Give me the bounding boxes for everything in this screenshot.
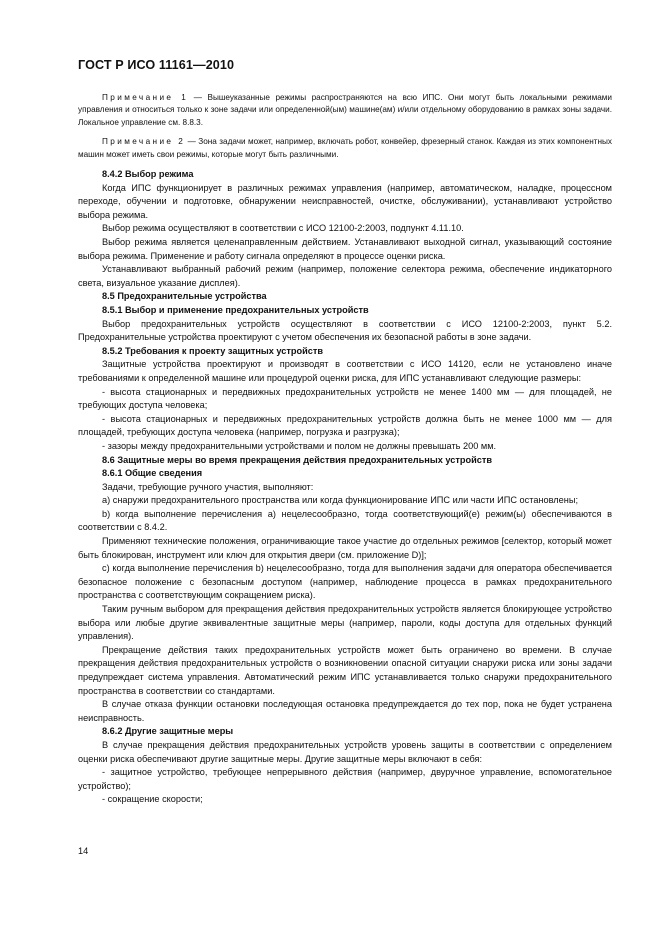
note-text: — Зона задачи может, например, включать робот, конвейер, фрезерный станок. Каждая из этих компонентных машин может иметь свои режимы, которые могут быть различными. xyxy=(78,137,612,159)
paragraph: Задачи, требующие ручного участия, выполняют: xyxy=(102,481,314,492)
paragraph: Выбор предохранительных устройств осуществляют в соответствии с ИСО 12100-2:2003, пункт 5.2. Предохранительные устройства проектируют с учетом обеспечения их безопасной работы в зоне задачи. xyxy=(78,318,612,343)
paragraph: Выбор режима осуществляют в соответствии с ИСО 12100-2:2003, подпункт 4.11.10. xyxy=(102,223,464,234)
list-item: b) когда выполнение перечисления а) нецелесообразно, тогда соответствующий(е) режим(ы) обеспечиваются в соответствии с 8.4.2. xyxy=(78,508,612,533)
section-heading-8-5: 8.5 Предохранительные устройства xyxy=(102,291,267,302)
list-item: - сокращение скорости; xyxy=(102,794,203,805)
list-item: - зазоры между предохранительными устройствами и полом не должны превышать 200 мм. xyxy=(102,440,497,451)
paragraph: Выбор режима является целенаправленным действием. Устанавливают выходной сигнал, указывающий состояние выбора режима. Применение и работу сигнала определяют в процессе оценки риска. xyxy=(78,237,612,261)
list-item: с) когда выполнение перечисления b) нецелесообразно, тогда для выполнения задачи для оператора обеспечивается безопасное положение с безопасным доступом (например, наблюдение процесса в рамках предохранительного пространства с соответствующим сокращением риска). xyxy=(78,563,612,601)
section-heading-8-5-1: 8.5.1 Выбор и применение предохранительных устройств xyxy=(102,304,369,315)
standard-designation: ГОСТ Р ИСО 11161—2010 xyxy=(78,58,235,72)
paragraph: Прекращение действия таких предохранительных устройств может быть ограничено во времени. В случае прекращения действия предохранительных устройств о возникновении опасной ситуации снаружи риска или зоны задачи предупреждает система управления. Автоматический режим ИПС устанавливается только снаружи предохранительного пространства в соответствии со стандартами. xyxy=(78,644,612,696)
section-heading-8-6: 8.6 Защитные меры во время прекращения действия предохранительных устройств xyxy=(102,454,492,465)
list-item: - высота стационарных и передвижных предохранительных устройств не менее 1400 мм — для площадей, не требующих доступа человека; xyxy=(78,386,612,411)
paragraph: Применяют технические положения, ограничивающие такое участие до отдельных режимов [селектор, который может быть блокирован, инструмент или ключ для открытия двери (см. приложение D)]; xyxy=(78,536,612,560)
list-item: - высота стационарных и передвижных предохранительных устройств должна быть не менее 1000 мм — для площадей, требующих доступа человека (например, погрузка и разгрузка); xyxy=(78,413,612,438)
note-label: Примечание 2 xyxy=(102,137,186,147)
note-1 xyxy=(78,92,612,129)
note-label: Примечание 1 xyxy=(102,93,189,102)
paragraph: В случае отказа функции остановки последующая остановка предупреждается до тех пор, пока не будет устранена неисправность. xyxy=(78,699,612,723)
paragraph: Когда ИПС функционирует в различных режимах управления (например, автоматическом, наладке, процессном переходе, обучении и подготовке, обнаружении неисправностей, очистке, обслуживании), устанавливают устройство выбора режима. xyxy=(78,182,612,220)
note-2 xyxy=(78,136,612,161)
note-text: — Вышеуказанные режимы распространяются на всю ИПС. Они могут быть локальными режимами управления и относиться только к зоне задачи или определенной(ым) машине(ам) и/или отдельному оборудованию в рамках зоны задачи. Локальное управление см. 8.8.3. xyxy=(78,93,612,127)
section-heading-8-4-2: 8.4.2 Выбор режима xyxy=(102,169,194,180)
section-heading-8-6-1: 8.6.1 Общие сведения xyxy=(102,468,203,479)
paragraph: Таким ручным выбором для прекращения действия предохранительных устройств является блокирующее устройство выбора или любые другие эквивалентные защитные меры (например, пароли, коды доступа для отдельных функций управления). xyxy=(78,604,612,642)
list-item: а) снаружи предохранительного пространства или когда функционирование ИПС или части ИПС остановлены; xyxy=(102,495,579,506)
list-item: - защитное устройство, требующее непрерывного действия (например, двуручное управление, вспомогательное устройство); xyxy=(78,767,612,791)
paragraph: В случае прекращения действия предохранительных устройств уровень защиты в соответствии с определением оценки риска обеспечивают другие защитные меры. Другие защитные меры включают в себя: xyxy=(78,739,612,764)
document-page xyxy=(78,58,612,807)
page-number: 14 xyxy=(78,846,89,856)
section-heading-8-5-2: 8.5.2 Требования к проекту защитных устройств xyxy=(102,345,324,356)
paragraph: Защитные устройства проектируют и производят в соответствии с ИСО 14120, если не установлено иначе требованиями к определенной машине или процедурой оценки риска, для ИПС устанавливают следующие размеры: xyxy=(78,359,612,383)
paragraph: Устанавливают выбранный рабочий режим (например, положение селектора режима, обеспечение индикаторного света, визуальное указание дисплея). xyxy=(78,264,612,288)
section-heading-8-6-2: 8.6.2 Другие защитные меры xyxy=(102,726,234,737)
